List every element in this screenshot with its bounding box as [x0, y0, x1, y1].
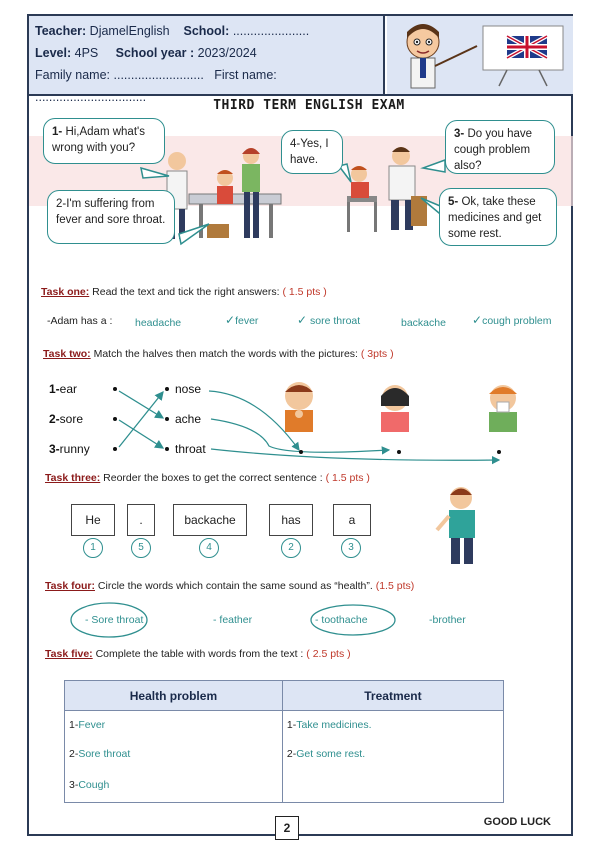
check-icon: ✓: [297, 313, 308, 327]
task-one-heading: Task one: Read the text and tick the right answers: ( 1.5 pts ): [41, 286, 327, 298]
word-sore-throat[interactable]: - Sore throat: [85, 614, 144, 626]
teacher-name: DjamelEnglish: [89, 24, 170, 38]
family-name-label: Family name:: [35, 68, 111, 82]
order-circle-2: 2: [281, 538, 301, 558]
table-row: 2-Sore throat 2-Get some rest.: [65, 740, 504, 769]
order-circle-5: 5: [131, 538, 151, 558]
col-treatment: Treatment: [282, 681, 503, 711]
word-box-backache[interactable]: backache: [173, 504, 247, 536]
check-icon: ✓: [472, 313, 483, 327]
school-year-value: 2023/2024: [197, 46, 257, 60]
level-value: 4PS: [74, 46, 99, 60]
school-value: ......................: [232, 24, 310, 38]
table-row: 3-Cough: [65, 769, 504, 803]
cell-treatment-2[interactable]: Get some rest.: [296, 748, 366, 760]
word-box-has[interactable]: has: [269, 504, 313, 536]
order-circle-1: 1: [83, 538, 103, 558]
col-health-problem: Health problem: [65, 681, 283, 711]
match-right-3: throat: [175, 442, 206, 456]
good-luck-text: GOOD LUCK: [483, 816, 551, 828]
health-table: [64, 680, 504, 803]
teacher-label: Teacher:: [35, 24, 87, 38]
page-number: 2: [275, 816, 299, 840]
order-circle-4: 4: [199, 538, 219, 558]
student-info: [29, 16, 385, 104]
bubble-1-text: Hi,Adam what's wrong with you?: [52, 126, 145, 154]
task-four-heading: Task four: Circle the words which contain the same sound as “health”. (1.5 pts): [45, 580, 415, 592]
uk-flag-icon: [507, 36, 547, 58]
task-two-heading: Task two: Match the halves then match the words with the pictures: ( 3pts ): [43, 348, 394, 360]
sore-throat-picture: [285, 382, 313, 432]
word-brother[interactable]: -brother: [429, 614, 466, 626]
cell-treatment-1[interactable]: Take medicines.: [296, 719, 372, 732]
option-sore-throat[interactable]: ✓ sore throat: [297, 313, 361, 327]
bubble-3-text: Do you have cough problem also?: [454, 128, 533, 172]
exam-title: THIRD TERM ENGLISH EXAM: [213, 98, 405, 113]
first-name-field: ................................: [35, 90, 147, 104]
runny-nose-picture: [489, 385, 517, 432]
dialogue-scene: [29, 116, 573, 276]
check-icon: ✓: [225, 313, 236, 327]
match-left-1: 1-ear: [49, 382, 78, 396]
word-feather[interactable]: - feather: [213, 614, 253, 626]
match-right-1: nose: [175, 382, 202, 396]
header: [29, 16, 573, 104]
bubble-5-text: Ok, take these medicines and get some rest.: [448, 196, 542, 240]
earache-picture: [381, 385, 409, 432]
cell-problem-3[interactable]: Cough: [78, 779, 110, 792]
cell-problem-1[interactable]: Fever: [78, 719, 106, 732]
bubble-4: 4-Yes, I have.: [281, 130, 343, 174]
matching-lines: [29, 376, 573, 486]
backache-boy-picture: [429, 480, 489, 570]
word-toothache[interactable]: - toothache: [315, 614, 368, 626]
school-label: School:: [183, 24, 230, 38]
option-cough-problem[interactable]: ✓cough problem: [472, 313, 552, 327]
option-backache[interactable]: backache: [401, 317, 446, 329]
option-headache[interactable]: headache: [135, 317, 182, 329]
bubble-3: 3- Do you have cough problem also?: [445, 120, 555, 174]
match-right-2: ache: [175, 412, 202, 426]
task-three-heading: Task three: Reorder the boxes to get the correct sentence : ( 1.5 pts ): [45, 472, 370, 484]
option-fever[interactable]: ✓fever: [225, 313, 259, 327]
bubble-4-text: Yes, I have.: [290, 138, 329, 166]
teacher-with-board-image: [387, 16, 573, 94]
level-label: Level:: [35, 46, 72, 60]
table-row: 1-Fever 1-Take medicines.: [65, 711, 504, 740]
bubble-5: 5- Ok, take these medicines and get some rest.: [439, 188, 557, 246]
match-left-2: 2-sore: [49, 412, 84, 426]
bubble-2: 2-I'm suffering from fever and sore throat.: [47, 190, 175, 244]
teacher-illustration: [387, 16, 573, 94]
word-box-a[interactable]: a: [333, 504, 371, 536]
order-circle-3: 3: [341, 538, 361, 558]
cell-problem-2[interactable]: Sore throat: [78, 748, 131, 760]
task-one-prompt: -Adam has a :: [47, 315, 113, 327]
word-box-period[interactable]: .: [127, 504, 155, 536]
match-left-3: 3-runny: [49, 442, 90, 456]
word-box-he[interactable]: He: [71, 504, 115, 536]
exam-page: [27, 14, 573, 836]
task-five-heading: Task five: Complete the table with words from the text : ( 2.5 pts ): [45, 648, 351, 660]
bubble-2-text: I'm suffering from fever and sore throat.: [56, 198, 166, 226]
bubble-1: 1- Hi,Adam what's wrong with you?: [43, 118, 165, 164]
school-year-label: School year :: [115, 46, 195, 60]
sick-boy-figure: [217, 170, 233, 204]
family-name-field: ..........................: [113, 68, 204, 82]
first-name-label: First name:: [214, 68, 277, 82]
hospital-bed: [189, 194, 281, 238]
